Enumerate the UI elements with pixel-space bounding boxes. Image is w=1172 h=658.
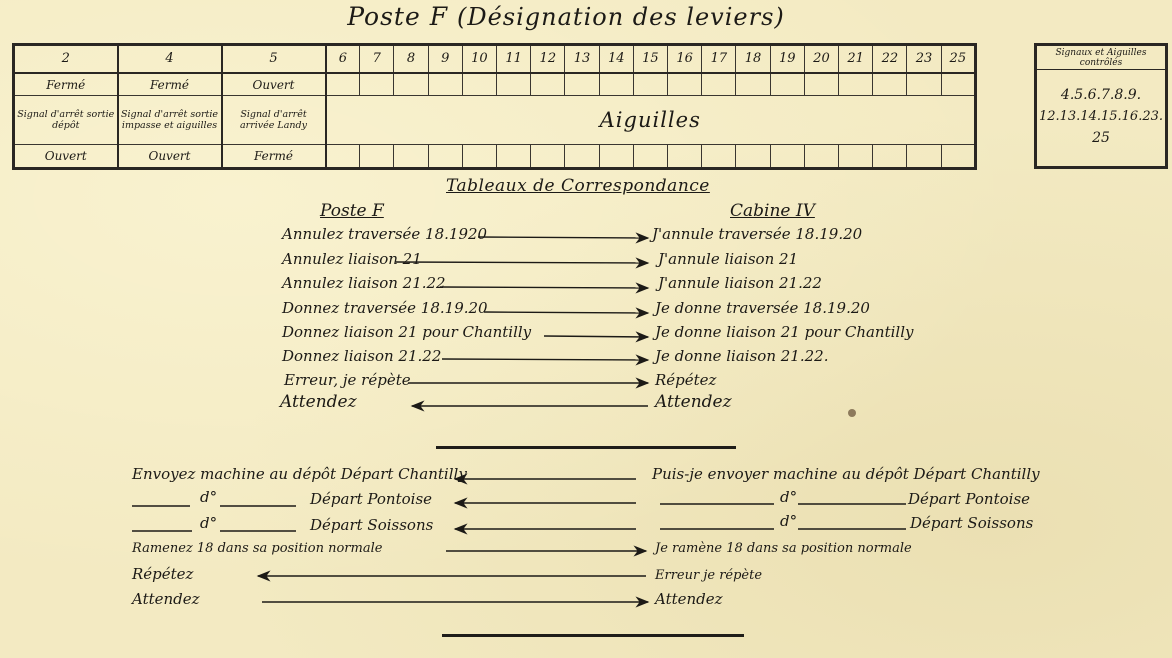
lever-num: 18 [736,45,770,73]
cabine-message: Répétez [655,371,717,389]
lever-num: 25 [941,45,975,73]
ditto-mark: d° [780,512,798,530]
poste-message: Envoyez machine au dépôt Départ Chantilly [132,465,467,483]
poste-message: Annulez traversée 18.1920 [282,225,488,243]
lever-num: 17 [702,45,736,73]
poste-message: Départ Soissons [310,516,434,534]
lever-state-bottom: Ouvert [118,144,222,168]
poste-message: Annulez liaison 21 [282,250,422,268]
aiguilles-label: Aiguilles [326,96,976,144]
ditto-mark: d° [200,514,218,532]
poste-message: Donnez liaison 21 pour Chantilly [282,323,532,341]
controlled-signals-line: 4.5.6.7.8.9. [1060,87,1142,103]
poste-message: Annulez liaison 21.22 [282,274,446,292]
lever-num: 8 [394,45,428,73]
poste-f-header: Poste F [320,201,384,221]
cabine-message: Je ramène 18 dans sa position normale [655,541,912,556]
cabine-message: Erreur je répète [655,568,763,583]
lever-num: 10 [462,45,496,73]
lever-num: 4 [118,45,222,73]
poste-message: Départ Pontoise [310,490,433,508]
lever-num: 16 [668,45,702,73]
lever-num: 23 [907,45,941,73]
poste-message: Attendez [280,392,357,412]
ditto-mark: d° [780,488,798,506]
arrow-right [478,237,648,238]
cabine-message: Puis-je envoyer machine au dépôt Départ Chantilly [652,465,1040,483]
controlled-signals-line: 25 [1092,130,1110,146]
poste-message: Ramenez 18 dans sa position normale [132,541,383,556]
lever-state-top: Ouvert [222,73,326,96]
arrow-right [396,262,648,263]
correspondence-title: Tableaux de Correspondance [446,176,710,196]
cabine-message: Je donne liaison 21.22. [655,347,829,365]
cabine-message: Départ Soissons [910,514,1034,532]
cabine-message: Je donne liaison 21 pour Chantilly [655,323,914,341]
signal-description: Signal d'arrêt sortie impasse et aiguilles [118,96,222,144]
lever-state-bottom: Fermé [222,144,326,168]
lever-num: 2 [14,45,118,73]
arrow-right [442,359,648,360]
lever-num: 9 [428,45,462,73]
poste-message: Erreur, je répète [284,371,411,389]
cabine-message: J'annule liaison 21 [658,250,799,268]
arrow-right [544,336,648,337]
poste-message: Attendez [132,590,200,608]
controlled-signals-line: 12.13.14.15.16.23. [1038,109,1164,124]
arrow-right [440,287,648,288]
lever-state-top: Fermé [14,73,118,96]
lever-num: 5 [222,45,326,73]
lever-num: 12 [531,45,565,73]
lever-num: 14 [599,45,633,73]
lever-num: 22 [873,45,907,73]
lever-state-bottom: Ouvert [14,144,118,168]
poste-title: Poste F [347,2,449,31]
signal-description: Signal d'arrêt sortie dépôt [14,96,118,144]
lever-num: 20 [804,45,838,73]
poste-message: Répétez [132,565,194,583]
ditto-mark: d° [200,488,218,506]
lever-num: 15 [633,45,667,73]
lever-state-top: Fermé [118,73,222,96]
cabine-message: Je donne traversée 18.19.20 [655,299,870,317]
poste-message: Donnez traversée 18.19.20 [282,299,488,317]
lever-num: 21 [839,45,873,73]
controlled-signals-header: Signaux et Aiguilles contrôlés [1037,46,1165,70]
lever-num: 13 [565,45,599,73]
lever-num: 11 [497,45,531,73]
arrow-right [484,312,648,313]
cabine-message: J'annule traversée 18.19.20 [652,225,863,243]
cabine-message: J'annule liaison 21.22 [658,274,822,292]
lever-num: 19 [770,45,804,73]
signal-description: Signal d'arrêt arrivée Landy [222,96,326,144]
cabine-message: Départ Pontoise [908,490,1031,508]
poste-message: Donnez liaison 21.22 [282,347,442,365]
lever-num: 7 [360,45,394,73]
cabine-iv-header: Cabine IV [730,201,815,221]
designation-title: (Désignation des leviers) [457,3,785,31]
cabine-message: Attendez [655,590,723,608]
lever-num: 6 [326,45,360,73]
cabine-message: Attendez [655,392,732,412]
